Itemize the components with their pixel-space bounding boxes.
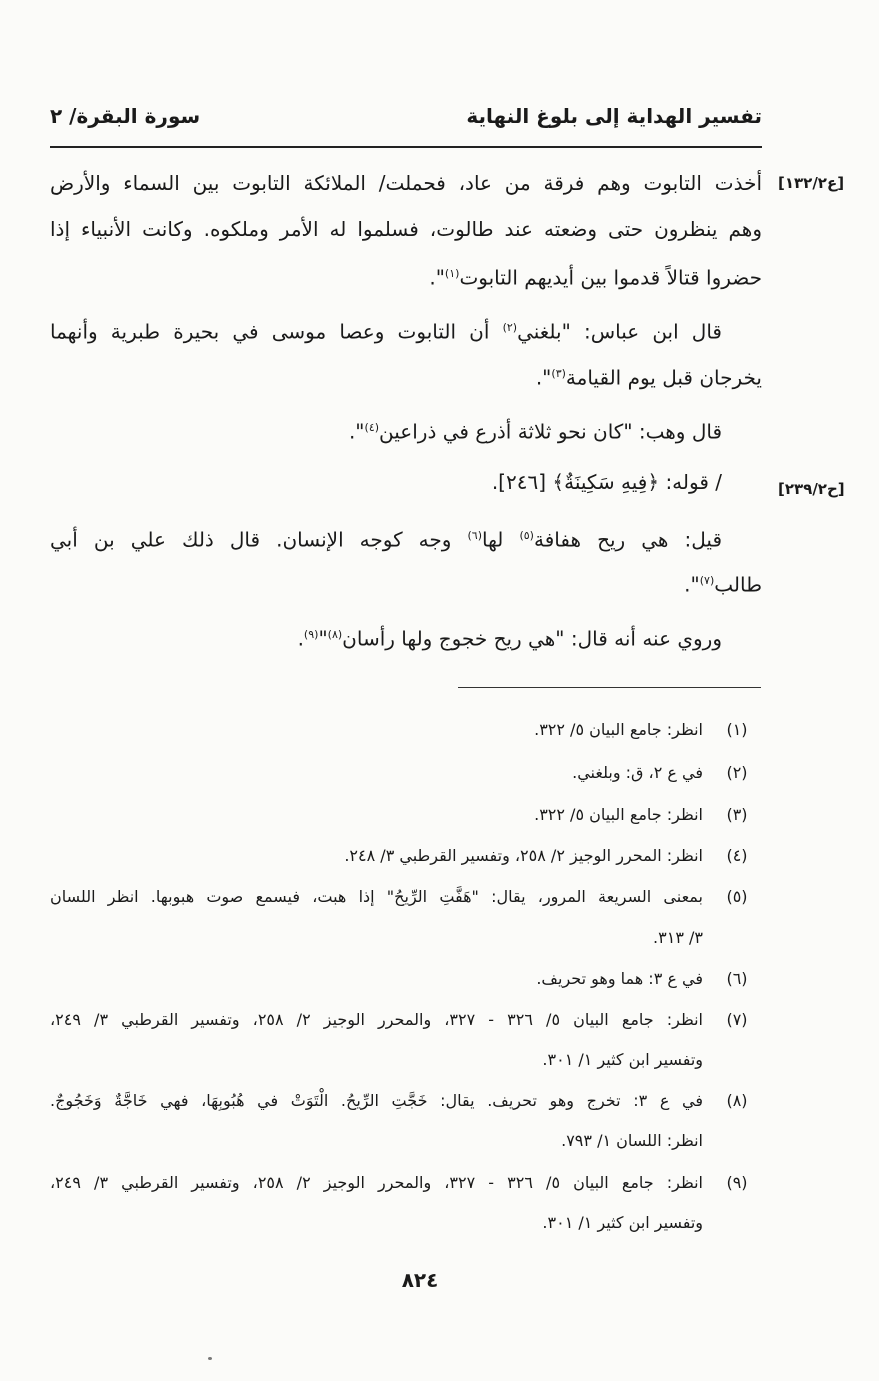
margin-reference: [ح٢٣٩/٢] bbox=[778, 480, 845, 498]
footnote-number: (٣) bbox=[726, 805, 748, 824]
footnote-number: (٥) bbox=[726, 887, 748, 906]
body-line: طالب$^{(٧)}$". bbox=[684, 572, 762, 597]
body-line: / قوله: ﴿فِيهِ سَكِينَةٌ﴾ [٢٤٦]. bbox=[491, 470, 722, 494]
surah-title: سورة البقرة/ ٢ bbox=[50, 104, 201, 128]
footnote-ref: (٢) bbox=[502, 321, 518, 334]
footnote-text: انظر: جامع البيان ٥/ ٣٢٦ - ٣٢٧، والمحرر الوجيز ٢/ ٢٥٨، وتفسير القرطبي ٣/ ٢٤٩، bbox=[50, 1173, 703, 1192]
body-line: حضروا قتالاً قدموا بين أيديهم التابوت$^{(١)}$". bbox=[429, 265, 762, 290]
body-line: قال ابن عباس: "بلغني$^{(٢)}$ أن التابوت وعصا موسى في بحيرة طبرية وأنهما bbox=[50, 319, 722, 344]
body-line: يخرجان قبل يوم القيامة$^{(٣)}$". bbox=[535, 365, 762, 390]
footnote-number: (٢) bbox=[726, 763, 748, 782]
footnote-number: (٧) bbox=[726, 1010, 748, 1029]
running-header bbox=[50, 98, 762, 140]
footnote-number: (٦) bbox=[726, 969, 748, 988]
header-rule bbox=[50, 146, 762, 148]
footnote-text: في ع ٣: تخرج وهو تحريف. يقال: خَجَّتِ الرِّيحُ. الْتَوَتْ في هُبُوبِهَا، فهي خَاجَّةٌ وَخَجُوجٌ. bbox=[50, 1091, 703, 1110]
footnote-text: في ع ٣: هما وهو تحريف. bbox=[536, 969, 703, 988]
footnote-text: بمعنى السريعة المرور، يقال: "هَفَّتِ الرِّيحُ" إذا هبت، فيسمع صوت هبوبها. انظر اللسان bbox=[50, 887, 703, 906]
footnote-ref: (٦) bbox=[467, 529, 482, 542]
footnote-text: وتفسير ابن كثير ١/ ٣٠١. bbox=[542, 1213, 703, 1232]
footnote-number: (٩) bbox=[726, 1173, 748, 1192]
footnote-text: ٣/ ٣١٣. bbox=[653, 928, 703, 947]
footnote-text: انظر: جامع البيان ٥/ ٣٢٦ - ٣٢٧، والمحرر الوجيز ٢/ ٢٥٨، وتفسير القرطبي ٣/ ٢٤٩، bbox=[50, 1010, 703, 1029]
footnote-number: (٤) bbox=[726, 846, 748, 865]
footnote-ref: (٥) bbox=[519, 529, 534, 542]
footnote-text: انظر: اللسان ١/ ٧٩٣. bbox=[561, 1131, 703, 1150]
body-line: وروي عنه أنه قال: "هي ريح خجوج ولها رأسان$^{(٨)}$"$^{(٩)}$. bbox=[297, 626, 722, 651]
body-line: قيل: هي ريح هفافة$^{(٥)}$ لها$^{(٦)}$ وجه كوجه الإنسان. قال ذلك علي بن أبي bbox=[50, 527, 722, 552]
footnote-number: (٨) bbox=[726, 1091, 748, 1110]
footnote-text: في ع ٢، ق: وبلغني. bbox=[572, 763, 703, 782]
footnote-text: وتفسير ابن كثير ١/ ٣٠١. bbox=[542, 1050, 703, 1069]
footnote-ref: (٧) bbox=[699, 574, 715, 587]
footnote-text: انظر: جامع البيان ٥/ ٣٢٢. bbox=[534, 720, 703, 739]
footnote-separator bbox=[458, 687, 761, 688]
book-title: تفسير الهداية إلى بلوغ النهاية bbox=[466, 104, 762, 128]
body-line: وهم ينظرون حتى وضعته عند طالوت، فسلموا له الأمر وملكوه. وكانت الأنبياء إذا bbox=[50, 217, 762, 241]
body-line: أخذت التابوت وهم فرقة من عاد، فحملت/ الملائكة التابوت بين السماء والأرض bbox=[50, 171, 762, 195]
footnote-ref: (٣) bbox=[551, 367, 566, 380]
margin-reference: [ع١٣٢/٢] bbox=[778, 174, 845, 192]
footnote-ref: (١) bbox=[444, 267, 460, 280]
page-number: ٨٢٤ bbox=[401, 1268, 439, 1292]
footnote-ref: (٨) bbox=[327, 628, 343, 641]
footnote-text: انظر: جامع البيان ٥/ ٣٢٢. bbox=[534, 805, 703, 824]
footnote-ref: (٤) bbox=[364, 421, 380, 434]
footnote-number: (١) bbox=[726, 720, 748, 739]
body-line: قال وهب: "كان نحو ثلاثة أذرع في ذراعين$^{(٤)}$". bbox=[348, 419, 722, 444]
footnote-text: انظر: المحرر الوجيز ٢/ ٢٥٨، وتفسير القرطبي ٣/ ٢٤٨. bbox=[344, 846, 703, 865]
footnote-ref: (٩) bbox=[303, 628, 319, 641]
scan-speck bbox=[208, 1357, 212, 1360]
